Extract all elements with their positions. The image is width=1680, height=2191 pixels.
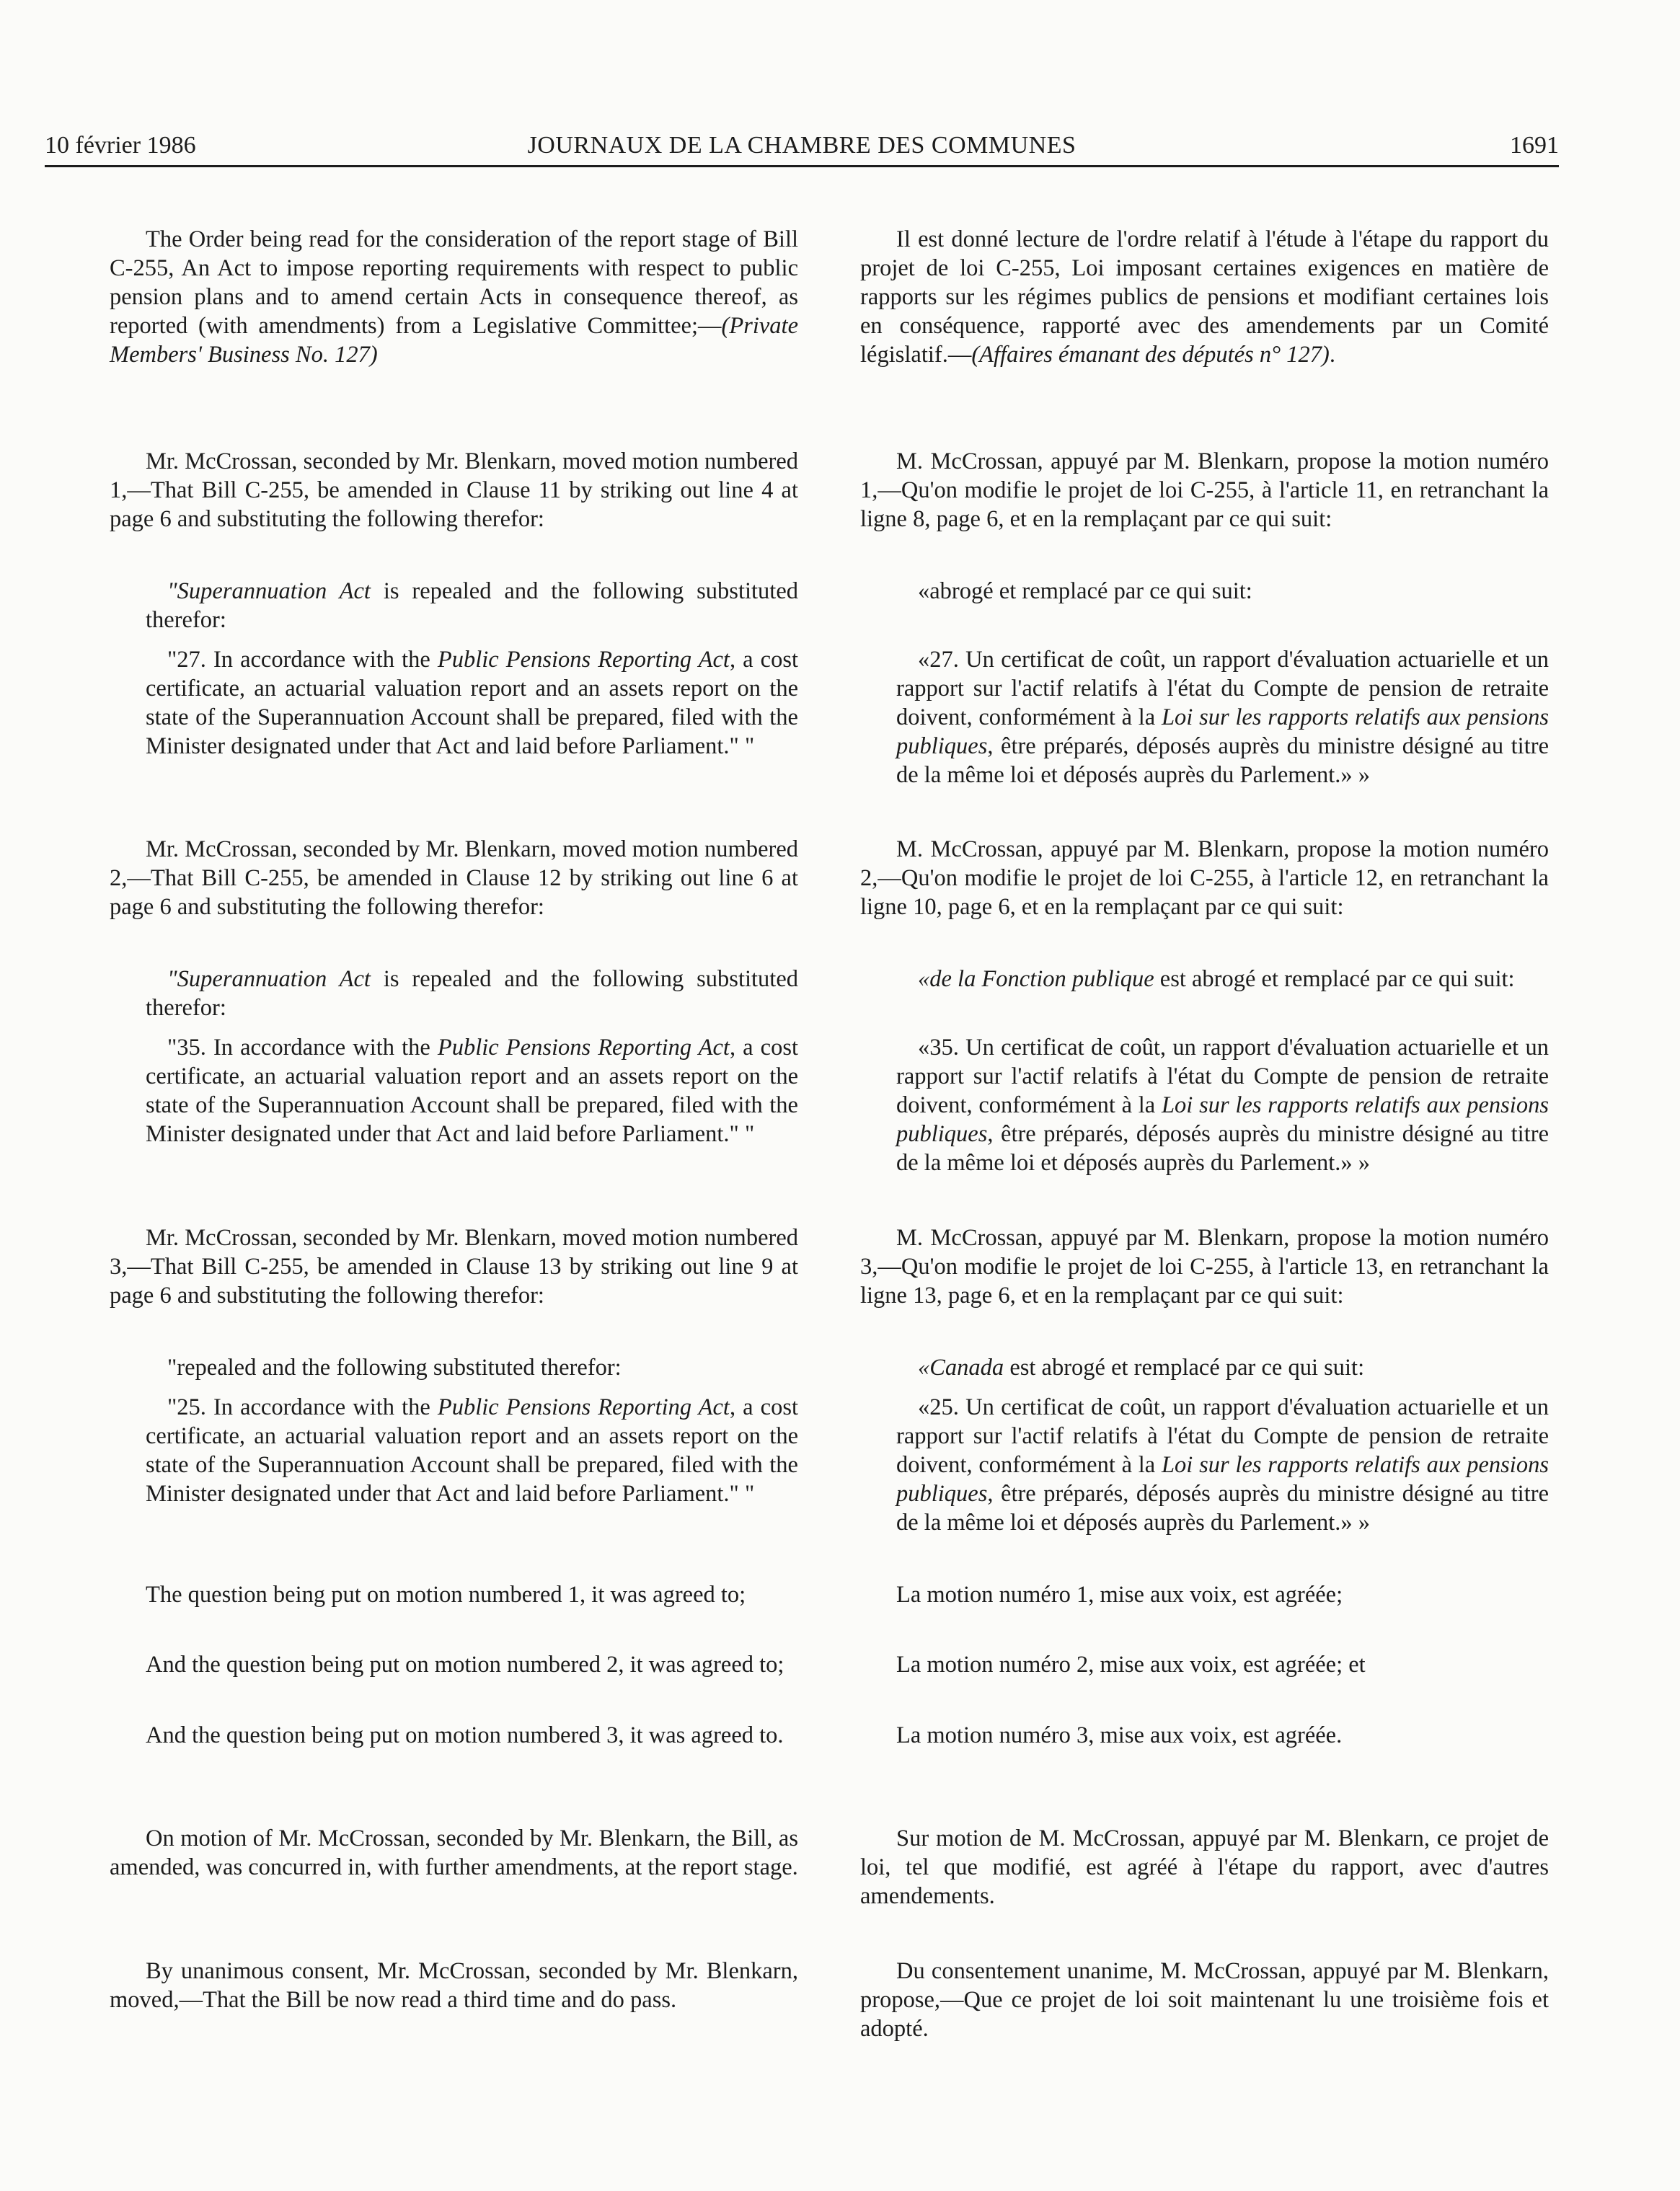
fr-motion-3: M. McCrossan, appuyé par M. Blenkarn, propose la motion numéro 3,—Qu'on modifie le projet de loi C-255, à l'article 13, en retranchant la ligne 13, page 6, et en la remplaçant par ce qui suit: (860, 1225, 1549, 1309)
fr-order-end: . (1329, 342, 1335, 368)
fr-motion-3-quote-a (860, 1353, 1549, 1382)
fr-q2b-italic: Loi sur les rapports relatifs aux pensions publiques (896, 1092, 1549, 1147)
en-q2a-italic: "Superannuation Act (167, 966, 371, 992)
en-order-italic: (Private Members' Business No. 127) (110, 313, 798, 368)
fr-motion-3-quote-b (860, 1393, 1549, 1537)
fr-motion-2: M. McCrossan, appuyé par M. Blenkarn, propose la motion numéro 2,—Qu'on modifie le projet de loi C-255, à l'article 12, en retranchant la ligne 10, page 6, et en la remplaçant par ce qui suit: (860, 836, 1549, 920)
fr-q3b-post: , être préparés, déposés auprès du ministre désigné au titre de la même loi et déposés auprès du Parlement.» » (896, 1481, 1549, 1536)
en-q2b-italic: Public Pensions Reporting Act (437, 1035, 730, 1061)
en-motion-2-quote-a (110, 965, 798, 1022)
header-rule (45, 165, 1559, 167)
fr-motion-1-quote-a: «abrogé et remplacé par ce qui suit: (918, 578, 1252, 604)
en-q3b-italic: Public Pensions Reporting Act (437, 1394, 730, 1420)
fr-vote-1: La motion numéro 1, mise aux voix, est agréée; (896, 1582, 1343, 1608)
fr-order-italic: (Affaires émanant des députés n° 127) (971, 342, 1330, 368)
fr-q3b-italic: Loi sur les rapports relatifs aux pensions publiques (896, 1452, 1549, 1507)
fr-motion-2-quote-a (860, 965, 1549, 993)
fr-order-paragraph (860, 225, 1549, 369)
fr-q2b-pre: «35. Un certificat de coût, un rapport d'évaluation actuarielle et un rapport sur l'actif relatifs à l'état du Compte de pension de retraite doivent, conformément à la (896, 1035, 1549, 1118)
fr-vote-2: La motion numéro 2, mise aux voix, est agréée; et (896, 1652, 1366, 1678)
fr-motion-2-quote-b (860, 1033, 1549, 1177)
en-order-paragraph (110, 225, 798, 369)
fr-concurrence-paragraph: Sur motion de M. McCrossan, appuyé par M. Blenkarn, ce projet de loi, tel que modifié, est agréé à l'étape du rapport, avec d'autres amendements. (860, 1825, 1549, 1909)
en-q2b-post: , a cost certificate, an actuarial valuation report and an assets report on the state of the Superannuation Account shall be prepared, filed with the Minister designated under that Act and laid before Parliament." " (146, 1035, 798, 1147)
fr-order-text: Il est donné lecture de l'ordre relatif à l'étude à l'étape du rapport du projet de loi C-255, Loi imposant certaines exigences en matière de rapports sur les régimes publics de pensions et modifiant certaines lois en conséquence, rapporté avec des amendements par un Comité législatif.— (860, 226, 1549, 368)
fr-q2a-text: est abrogé et remplacé par ce qui suit: (1154, 966, 1515, 992)
en-q1b-pre: "27. In accordance with the (167, 647, 438, 673)
en-motion-1-quote-a (110, 577, 798, 634)
en-q3b-post: , a cost certificate, an actuarial valuation report and an assets report on the state of the Superannuation Account shall be prepared, filed with the Minister designated under that Act and laid before Parliament." " (146, 1394, 798, 1507)
fr-q1b-pre: «27. Un certificat de coût, un rapport d'évaluation actuarielle et un rapport sur l'actif relatifs à l'état du Compte de pension de retraite doivent, conformément à la (896, 647, 1549, 730)
fr-q2b-post: , être préparés, déposés auprès du ministre désigné au titre de la même loi et déposés auprès du Parlement.» » (896, 1121, 1549, 1176)
fr-q3a-text: est abrogé et remplacé par ce qui suit: (1004, 1355, 1365, 1381)
fr-motion-1: M. McCrossan, appuyé par M. Blenkarn, propose la motion numéro 1,—Qu'on modifie le projet de loi C-255, à l'article 11, en retranchant la ligne 8, page 6, et en la remplaçant par ce qui suit: (860, 448, 1549, 532)
en-q2b-pre: "35. In accordance with the (167, 1035, 438, 1061)
fr-q3a-italic: «Canada (918, 1355, 1004, 1381)
en-q1b-italic: Public Pensions Reporting Act (437, 647, 730, 673)
en-vote-1: The question being put on motion numbered 1, it was agreed to; (146, 1582, 746, 1608)
header-date: 10 février 1986 (45, 132, 196, 159)
en-motion-1-quote-b (110, 645, 798, 761)
fr-q2a-italic: «de la Fonction publique (918, 966, 1154, 992)
en-motion-3-quote-a: "repealed and the following substituted therefor: (167, 1355, 622, 1381)
en-order-text: The Order being read for the consideration of the report stage of Bill C-255, An Act to impose reporting requirements with respect to public pension plans and to amend certain Acts in consequence thereof, as reported (with amendments) from a Legislative Committee;— (110, 226, 798, 339)
header-title: JOURNAUX DE LA CHAMBRE DES COMMUNES (527, 132, 1076, 159)
page-header (45, 127, 1559, 164)
en-q1a-italic: "Superannuation Act (167, 578, 371, 604)
en-motion-2-quote-b (110, 1033, 798, 1148)
en-motion-1: Mr. McCrossan, seconded by Mr. Blenkarn, moved motion numbered 1,—That Bill C-255, be amended in Clause 11 by striking out line 4 at page 6 and substituting the following therefor: (110, 448, 798, 532)
fr-q1b-italic: Loi sur les rapports relatifs aux pensions publiques (896, 704, 1549, 759)
en-q2a-text: is repealed and the following substituted therefor: (146, 966, 798, 1021)
fr-third-reading-paragraph: Du consentement unanime, M. McCrossan, appuyé par M. Blenkarn, propose,—Que ce projet de loi soit maintenant lu une troisième fois et adopté. (860, 1958, 1549, 2042)
en-vote-2: And the question being put on motion numbered 2, it was agreed to; (146, 1652, 784, 1678)
en-vote-3: And the question being put on motion numbered 3, it was agreed to. (146, 1722, 784, 1748)
en-motion-3-quote-b (110, 1393, 798, 1508)
fr-q3b-pre: «25. Un certificat de coût, un rapport d'évaluation actuarielle et un rapport sur l'actif relatifs à l'état du Compte de pension de retraite doivent, conformément à la (896, 1394, 1549, 1478)
en-q1b-post: , a cost certificate, an actuarial valuation report and an assets report on the state of the Superannuation Account shall be prepared, filed with the Minister designated under that Act and laid before Parliament." " (146, 647, 798, 759)
en-motion-2: Mr. McCrossan, seconded by Mr. Blenkarn, moved motion numbered 2,—That Bill C-255, be amended in Clause 12 by striking out line 6 at page 6 and substituting the following therefor: (110, 836, 798, 920)
en-q3b-pre: "25. In accordance with the (167, 1394, 438, 1420)
en-third-reading-paragraph: By unanimous consent, Mr. McCrossan, seconded by Mr. Blenkarn, moved,—That the Bill be now read a third time and do pass. (110, 1958, 798, 2013)
fr-vote-3: La motion numéro 3, mise aux voix, est agréée. (896, 1722, 1343, 1748)
en-q1a-text: is repealed and the following substituted therefor: (146, 578, 798, 633)
en-motion-3: Mr. McCrossan, seconded by Mr. Blenkarn, moved motion numbered 3,—That Bill C-255, be amended in Clause 13 by striking out line 9 at page 6 and substituting the following therefor: (110, 1225, 798, 1309)
fr-q1b-post: , être préparés, déposés auprès du ministre désigné au titre de la même loi et déposés auprès du Parlement.» » (896, 733, 1549, 788)
header-page-number: 1691 (1510, 132, 1559, 159)
en-concurrence-paragraph: On motion of Mr. McCrossan, seconded by Mr. Blenkarn, the Bill, as amended, was concurred in, with further amendments, at the report stage. (110, 1825, 798, 1880)
fr-motion-1-quote-b (860, 645, 1549, 789)
